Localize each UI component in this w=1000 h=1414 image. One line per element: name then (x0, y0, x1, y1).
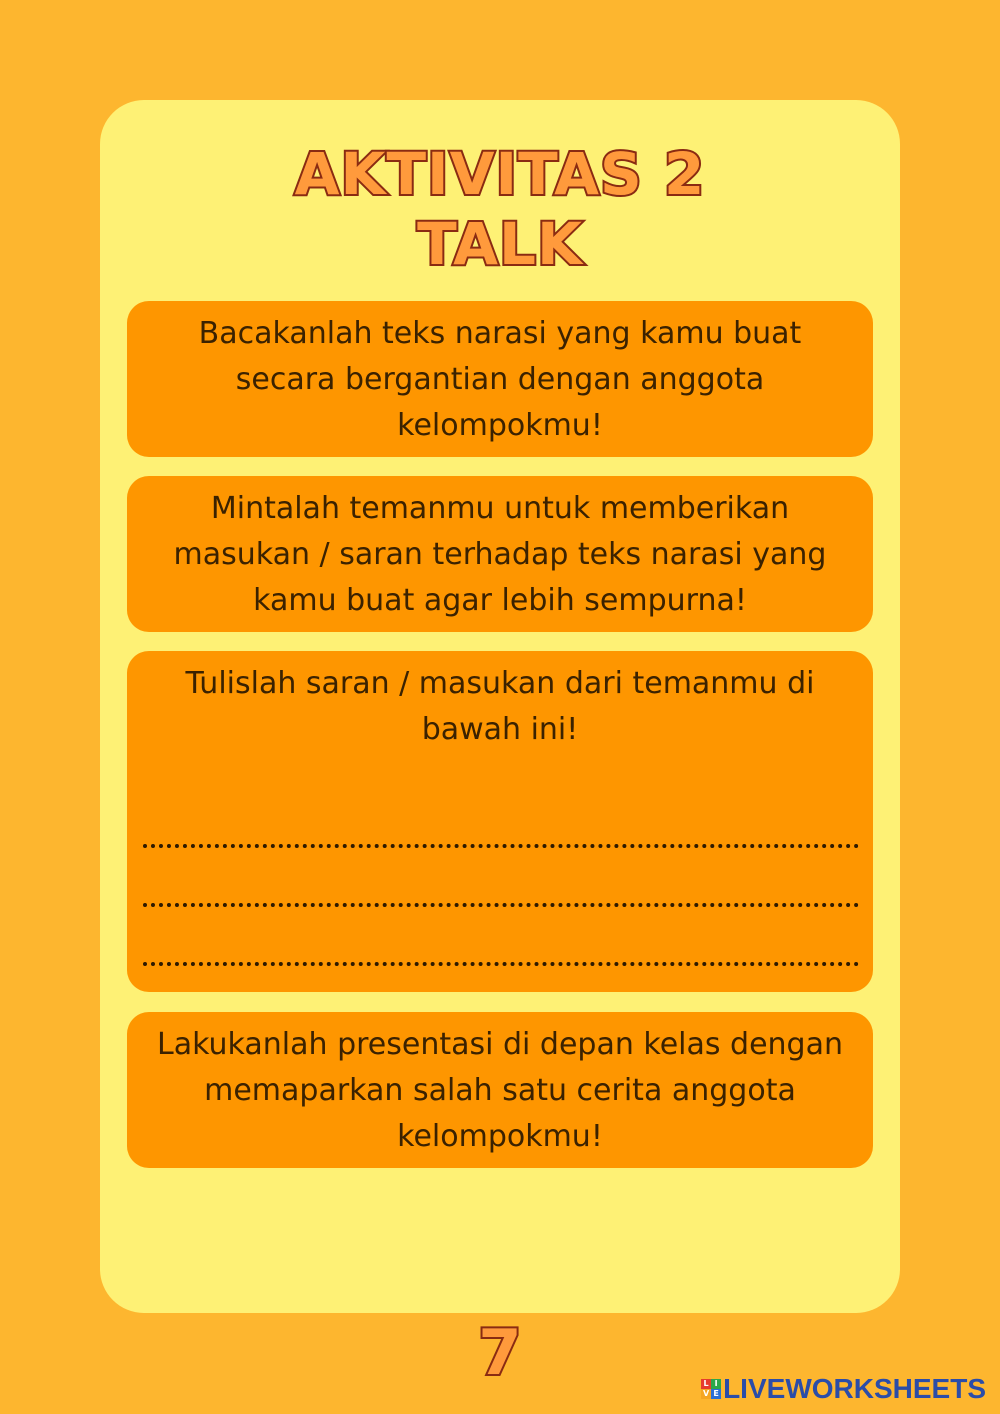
page-number: 7 (478, 1316, 522, 1389)
instruction-box-write (127, 651, 873, 992)
answer-line-2[interactable] (143, 903, 859, 907)
instruction-line: secara bergantian dengan anggota (235, 362, 765, 397)
activity-subtitle: TALK (417, 210, 583, 278)
instruction-line: kelompokmu! (397, 1119, 603, 1154)
instruction-line: Bacakanlah teks narasi yang kamu buat (198, 316, 802, 351)
watermark-text: LIVEWORKSHEETS (723, 1373, 986, 1404)
instruction-line: bawah ini! (421, 712, 579, 747)
answer-line-1[interactable] (143, 844, 859, 848)
instruction-line: kamu buat agar lebih sempurna! (253, 583, 747, 618)
instruction-line: Tulislah saran / masukan dari temanmu di (185, 666, 815, 701)
instruction-line: kelompokmu! (397, 408, 603, 443)
logo-letter: L (701, 1379, 711, 1389)
logo-letter: V (702, 1389, 710, 1398)
instruction-line: masukan / saran terhadap teks narasi yang (173, 537, 827, 572)
instruction-line: Lakukanlah presentasi di depan kelas dengan (157, 1027, 843, 1062)
instruction-line: Mintalah temanmu untuk memberikan (210, 491, 790, 526)
activity-title: AKTIVITAS 2 (294, 140, 706, 208)
instruction-box-feedback (127, 476, 873, 632)
instruction-box-read (127, 301, 873, 457)
instruction-box-present (127, 1012, 873, 1168)
logo-letter: I (711, 1379, 721, 1389)
logo-letter: E (711, 1389, 721, 1399)
liveworksheets-watermark (701, 1374, 986, 1404)
worksheet-card (100, 100, 900, 1313)
liveworksheets-logo-icon (701, 1379, 721, 1399)
instruction-line: memaparkan salah satu cerita anggota (204, 1073, 796, 1108)
answer-line-3[interactable] (143, 962, 859, 966)
